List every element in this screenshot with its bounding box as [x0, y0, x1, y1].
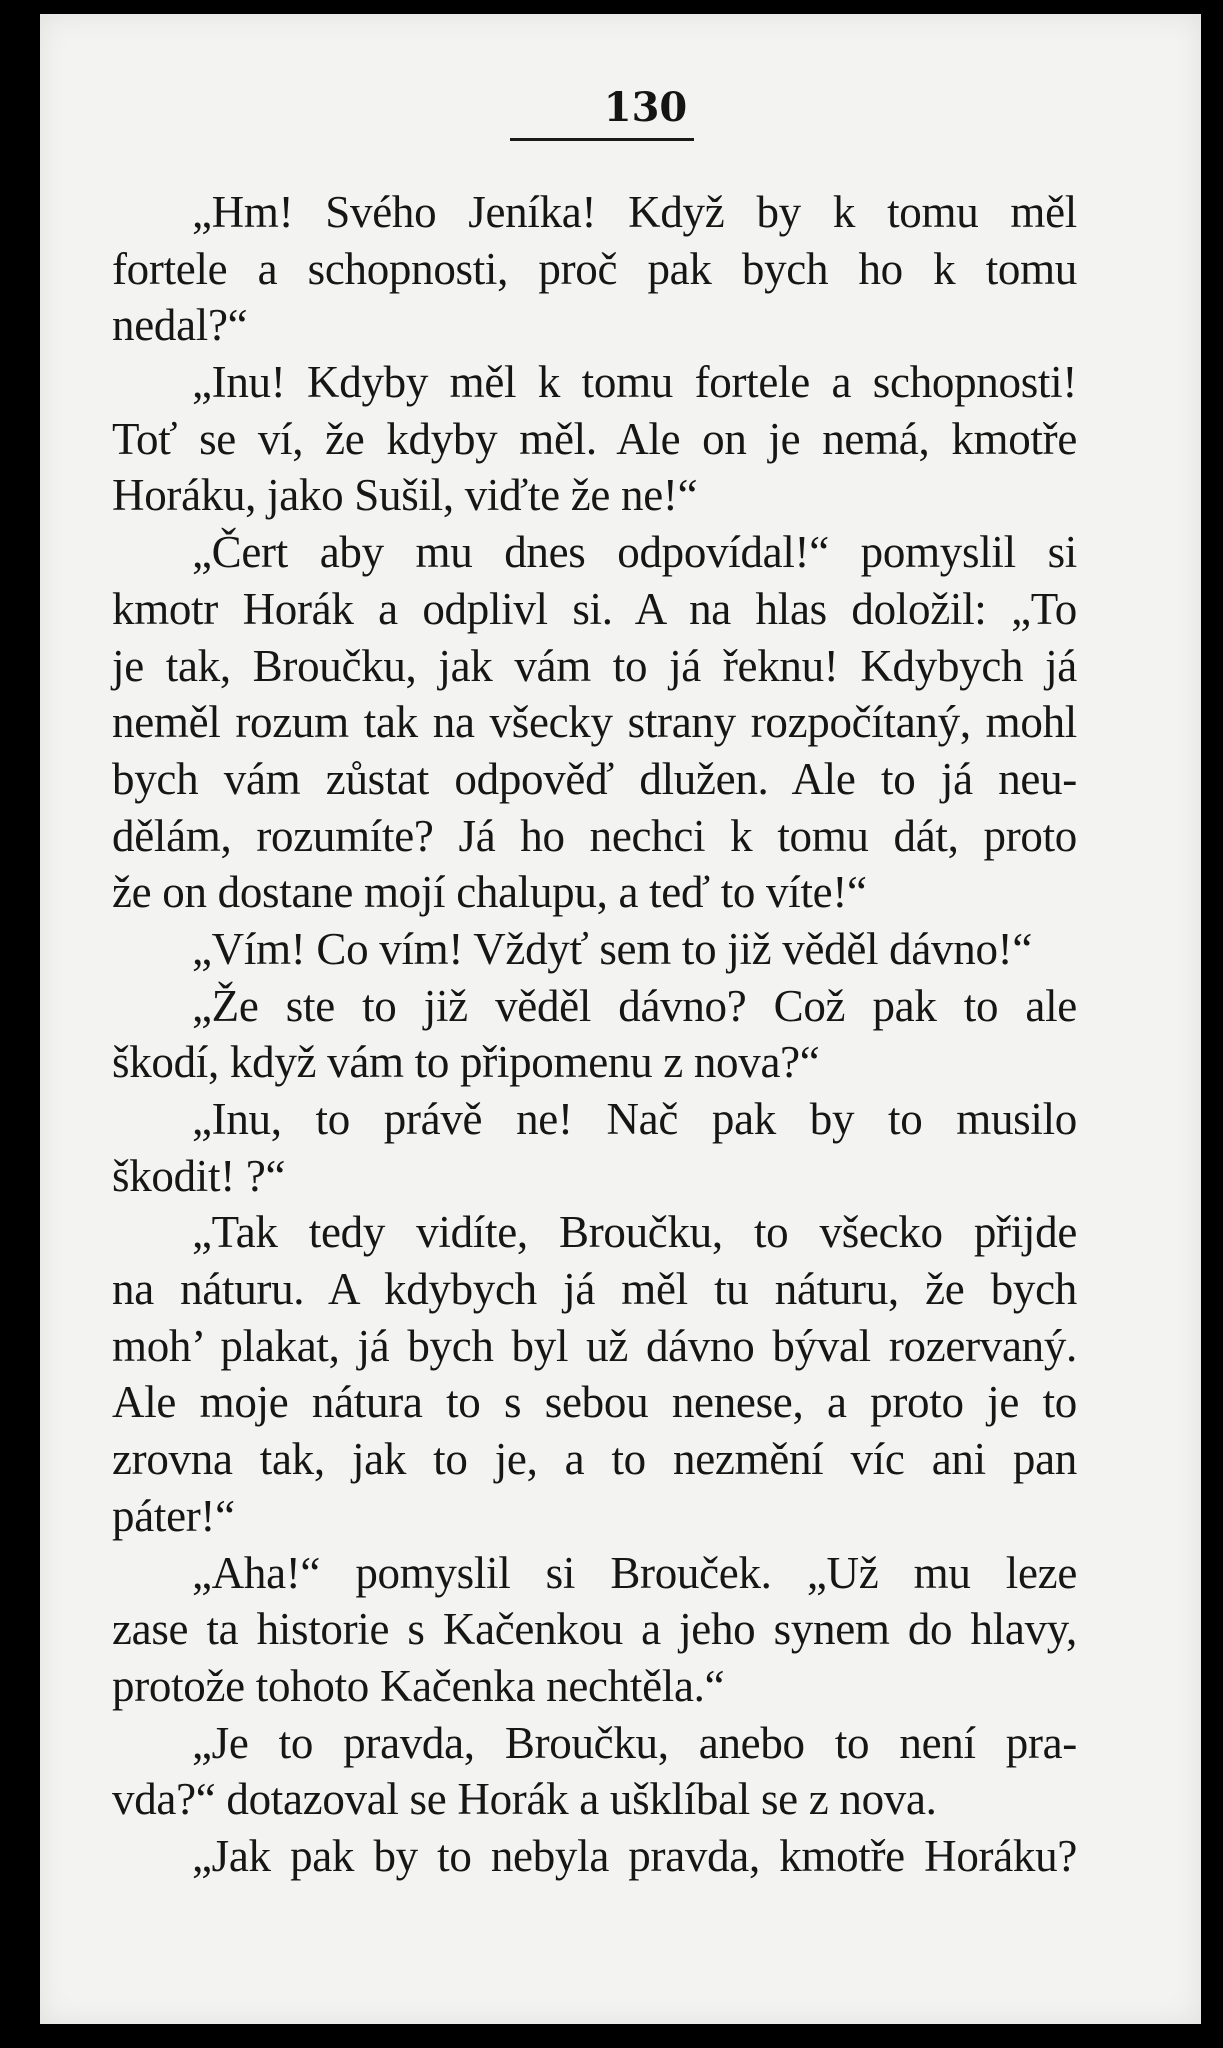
text-line: škodí, když vám to připomenu z nova?“ [112, 1037, 820, 1088]
text-line: vda?“ dotazoval se Horák a ušklíbal se z nova. [112, 1774, 937, 1825]
text-line: „Že ste to již věděl dávno? Což pak to ale [192, 980, 1077, 1031]
text-line: moh’ plakat, já bych byl už dávno býval rozervaný. [112, 1320, 1077, 1371]
text-line: „Hm! Svého Jeníka! Když by k tomu měl [192, 187, 1077, 237]
page-number: 130 [603, 84, 688, 131]
text-line: na náturu. A kdybych já měl tu náturu, že bych [112, 1264, 1077, 1315]
text-line: škodit! ?“ [112, 1150, 286, 1201]
text-line: protože tohoto Kačenka nechtěla.“ [112, 1660, 725, 1711]
text-line: dělám, rozumíte? Já ho nechci k tomu dát, proto [112, 810, 1077, 861]
text-line: že on dostane mojí chalupu, a teď to víte!“ [112, 867, 867, 918]
text-line: Horáku, jako Sušil, viďte že ne!“ [112, 470, 698, 521]
text-line: nedal?“ [112, 300, 248, 351]
text-line: „Tak tedy vidíte, Broučku, to všecko přijde [192, 1207, 1077, 1258]
body-text [112, 184, 1077, 1885]
text-line: zrovna tak, jak to je, a to nezmění víc ani pan [112, 1434, 1077, 1485]
text-line: „Čert aby mu dnes odpovídal!“ pomyslil si [192, 527, 1077, 578]
text-line: kmotr Horák a odplivl si. A na hlas doložil: „To [112, 583, 1077, 634]
text-line: „Vím! Co vím! Vždyť sem to již věděl dávno!“ [192, 923, 1032, 974]
text-line: „Inu! Kdyby měl k tomu fortele a schopnosti! [192, 357, 1077, 408]
text-line: „Jak pak by to nebyla pravda, kmotře Horáku? [192, 1830, 1077, 1881]
text-line: zase ta historie s Kačenkou a jeho synem do hlavy, [112, 1604, 1077, 1655]
text-line: bych vám zůstat odpověď dlužen. Ale to já neu- [112, 753, 1077, 804]
page-number-rule [510, 138, 694, 141]
text-line: Ale moje nátura to s sebou nenese, a proto je to [112, 1377, 1077, 1428]
text-line: fortele a schopnosti, proč pak bych ho k tomu [112, 243, 1077, 294]
book-page [40, 14, 1201, 2024]
text-line: neměl rozum tak na všecky strany rozpočítaný, mohl [112, 697, 1077, 748]
text-line: „Aha!“ pomyslil si Brouček. „Už mu leze [192, 1547, 1077, 1598]
text-line: „Inu, to právě ne! Nač pak by to musilo [192, 1094, 1077, 1144]
text-line: Toť se ví, že kdyby měl. Ale on je nemá, kmotře [112, 413, 1077, 464]
text-line: „Je to pravda, Broučku, anebo to není pra- [192, 1717, 1077, 1768]
text-line: páter!“ [112, 1490, 235, 1541]
text-line: je tak, Broučku, jak vám to já řeknu! Kdybych já [112, 640, 1077, 691]
